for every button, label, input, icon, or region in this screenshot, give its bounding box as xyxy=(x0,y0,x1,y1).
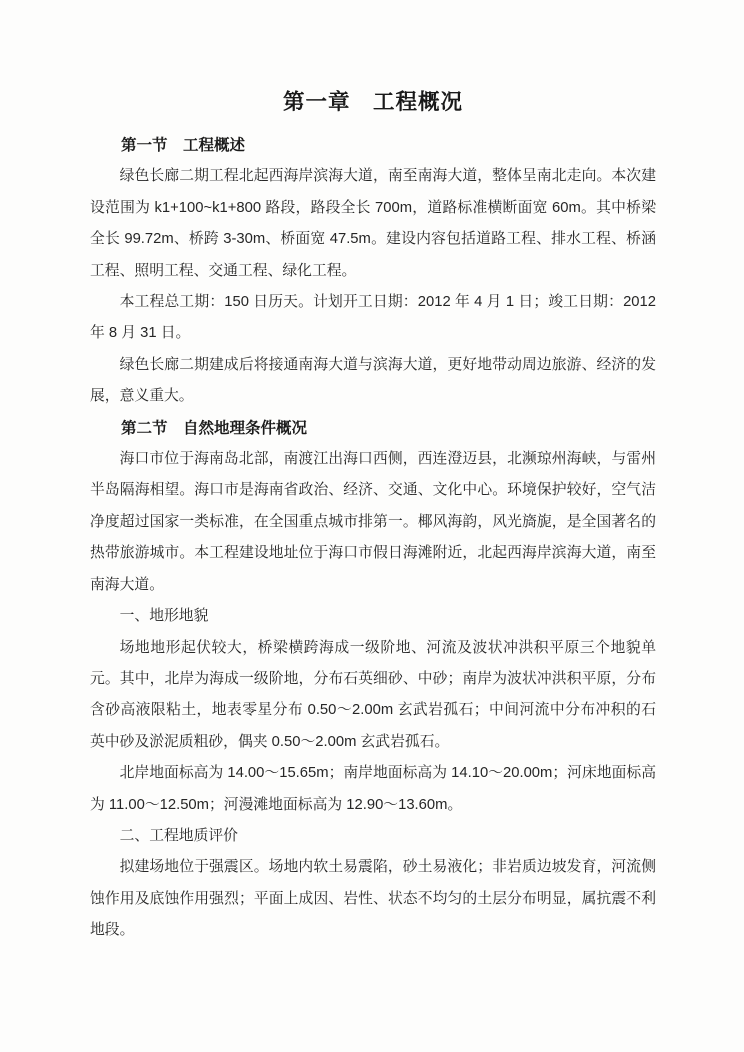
body-paragraph: 海口市位于海南岛北部，南渡江出海口西侧，西连澄迈县，北濒琼州海峡，与雷州半岛隔海相望。海口市是海南省政治、经济、交通、文化中心。环境保护较好，空气洁净度超过国家一类标准，在全国重点城市排第一。椰风海韵，风光旖旎，是全国著名的热带旅游城市。本工程建设地址位于海口市假日海滩附近，北起西海岸滨海大道，南至南海大道。 xyxy=(90,451,656,593)
document-body xyxy=(90,130,656,947)
list-subheading: 一、地形地貌 xyxy=(119,608,209,625)
list-subheading: 二、工程地质评价 xyxy=(119,827,238,844)
section-heading: 第二节 自然地理条件概况 xyxy=(121,419,308,437)
body-paragraph: 绿色长廊二期建成后将接通南海大道与滨海大道，更好地带动周边旅游、经济的发展，意义重大。 xyxy=(90,356,656,405)
section-heading: 第一节 工程概述 xyxy=(121,137,246,154)
body-paragraph: 拟建场地位于强震区。场地内软土易震陷，砂土易液化；非岩质边坡发育，河流侧蚀作用及底蚀作用强烈；平面上成因、岩性、状态不均匀的土层分布明显，属抗震不利地段。 xyxy=(90,859,656,939)
body-paragraph: 本工程总工期：150 日历天。计划开工日期：2012 年 4 月 1 日；竣工日期：2012 年 8 月 31 日。 xyxy=(90,294,656,342)
chapter-title: 第一章 工程概况 xyxy=(282,90,463,114)
body-paragraph: 北岸地面标高为 14.00～15.65m；南岸地面标高为 14.10～20.00m；河床地面标高为 11.00～12.50m；河漫滩地面标高为 12.90～13.60m。 xyxy=(90,765,656,813)
body-paragraph: 绿色长廊二期工程北起西海岸滨海大道，南至南海大道，整体呈南北走向。本次建设范围为 k1+100~k1+800 路段，路段全长 700m，道路标准横断面宽 60m。其中桥梁全长 99.72m、桥跨 3-30m、桥面宽 47.5m。建设内容包括道路工程、排水工程、桥涵工程、照明工程、交通工程、绿化工程。 xyxy=(90,168,656,279)
body-paragraph: 场地地形起伏较大，桥梁横跨海成一级阶地、河流及波状冲洪积平原三个地貌单元。其中，北岸为海成一级阶地，分布石英细砂、中砂；南岸为波状冲洪积平原，分布含砂高液限粘土，地表零星分布 0.50～2.00m 玄武岩孤石；中间河流中分布冲积的石英中砂及淤泥质粗砂，偶夹 0.50～2.00m 玄武岩孤石。 xyxy=(90,639,656,750)
